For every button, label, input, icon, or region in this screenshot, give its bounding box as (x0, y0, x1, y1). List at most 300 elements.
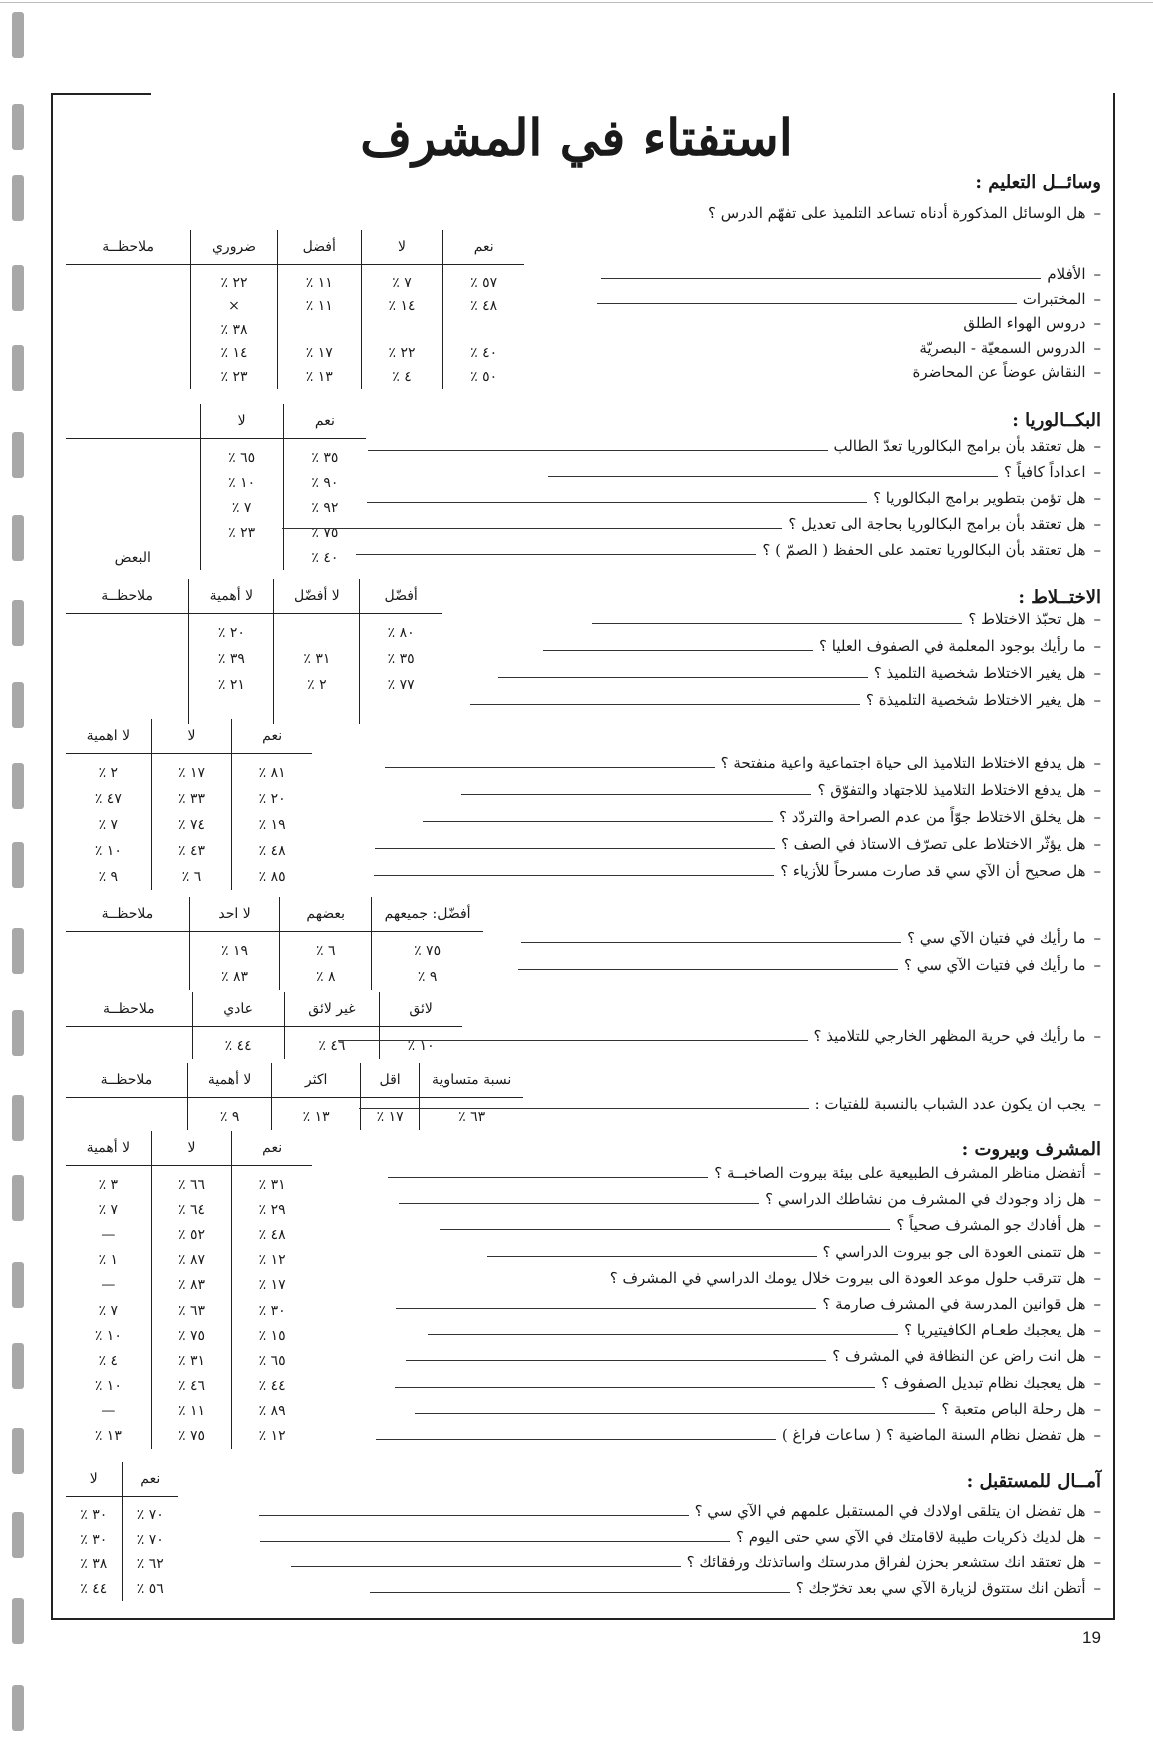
binding-ring (12, 600, 24, 646)
question-dash: – (1093, 929, 1101, 947)
question-dash: – (1093, 664, 1101, 682)
table-cell (66, 520, 200, 545)
table-bac (66, 404, 366, 570)
question-line (415, 1399, 1101, 1419)
table-cell: ٦٦ ٪ (151, 1172, 232, 1197)
table-cell: ٨٣ ٪ (189, 964, 279, 990)
column-header: لا أفضّل (274, 579, 360, 614)
table-mixing2 (66, 719, 312, 890)
table-cell: ٢٠ ٪ (232, 786, 312, 812)
binding-ring (12, 1685, 24, 1731)
question-dash: – (1093, 541, 1101, 559)
table-cell: ٥٠ ٪ (443, 365, 524, 389)
column-header: أفضّل (360, 579, 442, 614)
answer-line (260, 1529, 730, 1542)
table-beirut (66, 1131, 312, 1449)
table-row (66, 646, 442, 672)
table-row (66, 1348, 312, 1373)
table-cell: ٢٣ ٪ (200, 520, 283, 545)
table-row (66, 864, 312, 890)
answer-line (385, 755, 715, 768)
column-header: ملاحظــة (66, 992, 192, 1027)
table-cell (66, 964, 189, 990)
table-cell: ٧٥ ٪ (283, 520, 366, 545)
table-cell: ٧٤ ٪ (151, 812, 232, 838)
table-cell: ١٩ ٪ (189, 938, 279, 964)
table-row (66, 786, 312, 812)
question-text: هل تعتقد بأن البكالوريا تعتمد على الحفظ ( الصمّ ) ؟ (762, 541, 1086, 559)
table-cell: ١١ ٪ (277, 271, 361, 295)
question-line (374, 861, 1101, 881)
answer-line (415, 1401, 935, 1414)
column-header: لا احد (189, 897, 279, 932)
question-line (470, 690, 1101, 710)
question-dash: – (1093, 956, 1101, 974)
table-cell: ١١ ٪ (277, 295, 361, 319)
table-cell: ٣١ ٪ (151, 1348, 232, 1373)
table-cell: ٢١ ٪ (189, 672, 274, 698)
question-line (260, 1527, 1101, 1547)
table-mixing1 (66, 579, 442, 724)
table-cell: ٤٨ ٪ (232, 838, 312, 864)
question-text: هل تتمنى العودة الى جو بيروت الدراسي ؟ (822, 1242, 1086, 1261)
question-line (592, 609, 1101, 629)
table-cell: ٦٣ ٪ (151, 1298, 232, 1323)
table-cell: ٩٢ ٪ (283, 495, 366, 520)
table-cell: ١٠ ٪ (200, 470, 283, 495)
answer-line (388, 1165, 708, 1178)
table-cell: — (101, 1226, 116, 1243)
table-cell: ٤٠ ٪ (443, 342, 524, 366)
table-cell: ٩٠ ٪ (283, 470, 366, 495)
binding-ring (12, 432, 24, 478)
table-cell: ٨٩ ٪ (232, 1399, 312, 1424)
column-header: ضروري (191, 230, 277, 265)
question-line (356, 540, 1101, 560)
table-cell: ٣٥ ٪ (360, 646, 442, 672)
table-cell: ٢ ٪ (98, 765, 119, 781)
question-text: هل تعتقد انك ستشعر بحزن لفراق مدرستك واساتذتك ورفقائك ؟ (686, 1553, 1086, 1571)
answer-line (440, 1217, 890, 1230)
table-row (66, 620, 442, 646)
table-cell (66, 365, 191, 389)
column-header: نعم (232, 1131, 312, 1166)
table-row (66, 1222, 312, 1247)
table-row (66, 1374, 312, 1399)
table-cell: ٦٣ ٪ (420, 1104, 523, 1130)
table-cell: ٧ ٪ (361, 271, 443, 295)
table-cell: ٧٥ ٪ (151, 1323, 232, 1348)
question-dash: – (1093, 489, 1101, 507)
binding-ring (12, 1428, 24, 1474)
question-line (548, 462, 1101, 482)
answer-line (356, 542, 756, 555)
table-cell: ٦٢ ٪ (122, 1552, 178, 1577)
question-dash: – (1093, 363, 1101, 381)
table-row (66, 295, 524, 319)
page-frame-top-stub (51, 93, 151, 95)
table-cell: ٢٢ ٪ (361, 342, 443, 366)
answer-line (368, 438, 828, 451)
table-cell: ٤٧ ٪ (94, 791, 122, 807)
question-dash: – (1093, 1242, 1101, 1261)
question-dash: – (1093, 1268, 1101, 1287)
question-line (913, 362, 1101, 382)
answer-line (370, 1580, 790, 1593)
table-cell: ١ ٪ (98, 1252, 119, 1269)
table-cell (66, 938, 189, 964)
answer-line (487, 1244, 817, 1257)
question-dash: – (1093, 289, 1101, 308)
binding-ring (12, 842, 24, 888)
table-cell: ٨ ٪ (280, 964, 372, 990)
binding-ring (12, 1343, 24, 1389)
question-text: يجب ان يكون عدد الشباب بالنسبة للفتيات : (814, 1095, 1086, 1113)
question-text: هل يخلق الاختلاط جوّاً من عدم الصراحة والتردّد ؟ (779, 808, 1086, 826)
question-line (385, 753, 1101, 773)
answer-line (359, 1096, 809, 1109)
question-dash: – (1093, 1426, 1101, 1444)
column-header: أفضّل: جميعهم (372, 897, 483, 932)
table-cell (200, 545, 283, 570)
table-row (66, 1399, 312, 1424)
question-dash: – (1093, 781, 1101, 799)
table-cell: ٣٨ ٪ (191, 318, 277, 342)
question-text: هل تفضل نظام السنة الماضية ؟ ( ساعات فراغ ) (781, 1426, 1086, 1444)
table-cell: ٦٤ ٪ (151, 1197, 232, 1222)
table-cell: ٣ ٪ (98, 1176, 119, 1193)
table-cell: ٤ ٪ (98, 1352, 119, 1369)
binding-ring (12, 175, 24, 221)
table-cell: ٣٠ ٪ (80, 1507, 108, 1524)
question-text: ما رأيك في حرية المظهر الخارجي للتلاميذ ؟ (813, 1027, 1086, 1045)
table-cell (274, 620, 360, 646)
table-cell (277, 318, 361, 342)
question-text: هل تعتقد بأن برامج البكالوريا تعدّ الطالب (833, 437, 1086, 455)
question-text: هل الوسائل المذكورة أدناه تساعد التلميذ على تفهّم الدرس ؟ (707, 204, 1086, 222)
question-line (338, 1026, 1101, 1046)
table-cell: — (101, 1277, 116, 1294)
question-text: هل يغير الاختلاط شخصية التلميذة ؟ (865, 691, 1086, 709)
column-header: لا (361, 230, 443, 265)
table-cell (361, 318, 443, 342)
table-row (66, 1197, 312, 1222)
table-cell: ٣١ ٪ (274, 646, 360, 672)
question-line (919, 338, 1101, 358)
page-number: 19 (1082, 1628, 1101, 1647)
question-text: الدروس السمعيّة - البصريّة (919, 338, 1086, 357)
table-cell: ٦٥ ٪ (200, 445, 283, 470)
table-row (66, 365, 524, 389)
column-header: نسبة متساوية (420, 1063, 523, 1098)
column-header: لا (200, 404, 283, 439)
question-text: هل تترقب حلول موعد العودة الى بيروت خلال يومك الدراسي في المشرف ؟ (609, 1268, 1086, 1287)
question-text: هل لديك ذكريات طيبة لاقامتك في الآي سي حتى اليوم ؟ (736, 1527, 1086, 1546)
table-cell: ١٩ ٪ (232, 812, 312, 838)
table-cell: ٤ ٪ (361, 365, 443, 389)
question-text: هل تحبّذ الاختلاط ؟ (968, 610, 1086, 628)
table-cell: ٦٥ ٪ (232, 1348, 312, 1373)
top-rule (0, 2, 1153, 3)
answer-line (423, 809, 773, 822)
question-text: النقاش عوضاً عن المحاضرة (912, 363, 1086, 381)
question-text: الأفلام (1047, 265, 1086, 283)
column-header: لا (151, 719, 232, 754)
question-text: هل تعتقد بأن برامج البكالوريا بحاجة الى تعديل ؟ (788, 515, 1086, 533)
table-row (66, 760, 312, 786)
table-cell: ١٠ ٪ (94, 1327, 122, 1344)
question-dash: – (1093, 1578, 1101, 1597)
question-text: هل يغير الاختلاط شخصية التلميذ ؟ (873, 664, 1086, 682)
answer-line (259, 1503, 689, 1516)
table-cell: ٧٠ ٪ (122, 1503, 178, 1528)
question-dash: – (1093, 808, 1101, 826)
question-dash: – (1093, 637, 1101, 655)
question-text: هل يعجبك طعـام الكافيتيريا ؟ (904, 1321, 1086, 1340)
question-dash: – (1093, 463, 1101, 481)
table-cell: ٨٣ ٪ (151, 1273, 232, 1298)
table-cell: البعض (114, 549, 151, 566)
table-cell: ٥٢ ٪ (151, 1222, 232, 1247)
answer-line (461, 782, 811, 795)
question-dash: – (1093, 1347, 1101, 1366)
question-line (543, 636, 1101, 656)
question-dash: – (1093, 862, 1101, 880)
table-cell: ٤٤ ٪ (80, 1580, 108, 1597)
answer-line (518, 957, 898, 970)
column-header: لا أهمية (66, 1131, 151, 1166)
table-cell: ٩ ٪ (372, 964, 483, 990)
table-cell: ١٢ ٪ (232, 1424, 312, 1449)
table-cell: ٢ ٪ (274, 672, 360, 698)
question-text: المختبرات (1022, 289, 1086, 308)
question-line (963, 313, 1101, 333)
question-text: اعداداً كافياً ؟ (1004, 463, 1086, 481)
table-row (66, 1503, 178, 1528)
table-cell (66, 342, 191, 366)
table-cell: ١٣ ٪ (94, 1428, 122, 1445)
table-row (66, 1552, 178, 1577)
binding-ring (12, 12, 24, 58)
question-dash: – (1093, 1027, 1101, 1045)
question-line (376, 1425, 1101, 1445)
column-header: اقل (360, 1063, 419, 1098)
column-header: ملاحظــة (66, 897, 189, 932)
column-header: لا أهمية (189, 579, 274, 614)
section-question (708, 203, 1101, 223)
question-line (396, 1294, 1101, 1314)
table-cell (66, 1104, 187, 1130)
answer-line (498, 665, 868, 678)
section-heading-beirut: المشرف وبيروت : (961, 1139, 1101, 1160)
table-teaching (66, 230, 524, 389)
answer-line (601, 266, 1041, 279)
answer-line (543, 638, 813, 651)
table-cell (66, 318, 191, 342)
table-row (66, 812, 312, 838)
answer-line (406, 1348, 826, 1361)
table-cell: ١٢ ٪ (232, 1248, 312, 1273)
binding-ring (12, 1512, 24, 1558)
question-dash: – (1093, 338, 1101, 357)
table-cell (66, 495, 200, 520)
table-cell: ١٤ ٪ (361, 295, 443, 319)
answer-line (282, 516, 782, 529)
table-row (66, 1577, 178, 1602)
binding-ring (12, 1598, 24, 1644)
table-row (66, 1424, 312, 1449)
question-line (498, 663, 1101, 683)
table-cell: ٤٠ ٪ (283, 545, 366, 570)
question-text: ما رأيك في فتيان الآي سي ؟ (907, 929, 1086, 947)
question-dash: – (1093, 1216, 1101, 1235)
question-text: هل انت راض عن النظافة في المشرف ؟ (832, 1347, 1086, 1366)
column-header: لا (151, 1131, 232, 1166)
question-line (395, 1373, 1101, 1393)
question-line (259, 1501, 1101, 1521)
question-text: هل تفضل ان يتلقى اولادك في المستقبل علمهم في الآي سي ؟ (694, 1502, 1086, 1520)
question-dash: – (1093, 515, 1101, 533)
table-cell: ٤٨ ٪ (443, 295, 524, 319)
table-row (66, 318, 524, 342)
binding-ring (12, 682, 24, 728)
question-line (440, 1215, 1101, 1235)
table-cell: ١٧ ٪ (151, 760, 232, 786)
table-row (66, 838, 312, 864)
question-line (359, 1094, 1101, 1114)
column-header: ملاحظــة (66, 230, 191, 265)
table-cell: ٤٤ ٪ (232, 1374, 312, 1399)
table-cell: ١٧ ٪ (232, 1273, 312, 1298)
column-header: نعم (232, 719, 312, 754)
question-dash: – (1093, 437, 1101, 455)
binding-ring (12, 1010, 24, 1056)
table-cell: ١٠ ٪ (380, 1033, 462, 1059)
table-row (66, 1528, 178, 1553)
question-text: هل رحلة الباص متعبة ؟ (941, 1399, 1086, 1418)
answer-line (399, 1191, 759, 1204)
binding-ring (12, 1095, 24, 1141)
binding-ring (12, 928, 24, 974)
table-row (66, 1298, 312, 1323)
table-cell: ٤٦ ٪ (151, 1374, 232, 1399)
table-cell: ٧٥ ٪ (151, 1424, 232, 1449)
question-line (282, 514, 1101, 534)
question-line (375, 834, 1101, 854)
table-cell: ٥٧ ٪ (443, 271, 524, 295)
column-header: لا اهمية (66, 719, 151, 754)
table-row (66, 672, 442, 698)
question-text: دروس الهواء الطلق (963, 314, 1086, 332)
column-header: نعم (283, 404, 366, 439)
table-cell: ٧٥ ٪ (372, 938, 483, 964)
table-future (66, 1462, 178, 1601)
answer-line (376, 1427, 776, 1440)
table-cell: — (101, 1403, 116, 1420)
table-cell: ٤٦ ٪ (284, 1033, 380, 1059)
table-cell: ٢٩ ٪ (232, 1197, 312, 1222)
table-cell: × (191, 295, 277, 319)
column-header: ملاحظــة (66, 1063, 187, 1098)
answer-line (375, 836, 775, 849)
column-header: اكثر (272, 1063, 361, 1098)
question-line (487, 1242, 1101, 1262)
table-cell: ٣٥ ٪ (283, 445, 366, 470)
table-cell: ١٠ ٪ (94, 843, 122, 859)
column-header: لا (66, 1462, 122, 1497)
table-cell (66, 1033, 192, 1059)
binding-ring (12, 1175, 24, 1221)
table-cell: ٩ ٪ (98, 869, 119, 885)
question-dash: – (1093, 1095, 1101, 1113)
table-cell (66, 646, 189, 672)
table-cell: ٧ ٪ (200, 495, 283, 520)
question-line (367, 488, 1101, 508)
binding-ring (12, 763, 24, 809)
table-cell: ٣٠ ٪ (232, 1298, 312, 1323)
table-cell: ٤٨ ٪ (232, 1222, 312, 1247)
question-dash: – (1093, 610, 1101, 628)
table-cell: ١٠ ٪ (94, 1378, 122, 1395)
question-text: أتظن انك ستتوق لزيارة الآي سي بعد تخرّجك ؟ (795, 1578, 1086, 1597)
question-dash: – (1093, 835, 1101, 853)
table-cell (66, 295, 191, 319)
question-text: أتفضل مناظر المشرف الطبيعية على بيئة بيروت الصاخبــة ؟ (714, 1164, 1086, 1182)
question-dash: – (1093, 1527, 1101, 1546)
answer-line (291, 1554, 681, 1567)
table-row (66, 938, 483, 964)
question-text: هل يدفع الاختلاط التلاميذ للاجتهاد والتفوّق ؟ (817, 781, 1086, 799)
column-header: بعضهم (280, 897, 372, 932)
binding-ring (12, 345, 24, 391)
question-dash: – (1093, 1164, 1101, 1182)
table-cell (66, 620, 189, 646)
question-dash: – (1093, 1321, 1101, 1340)
question-text: هل زاد وجودك في المشرف من نشاطك الدراسي ؟ (765, 1190, 1086, 1209)
table-cell: ٦ ٪ (151, 864, 232, 890)
question-dash: – (1093, 691, 1101, 709)
table-cell: ١٤ ٪ (191, 342, 277, 366)
column-header: لا أهمية (187, 1063, 272, 1098)
answer-line (396, 1296, 816, 1309)
table-mixing3 (66, 897, 483, 990)
table-cell (66, 672, 189, 698)
table-row (66, 271, 524, 295)
question-dash: – (1093, 1373, 1101, 1392)
table-row (66, 1248, 312, 1273)
question-dash: – (1093, 1399, 1101, 1418)
binding-ring (12, 515, 24, 561)
table-cell (443, 318, 524, 342)
table-cell: ٣٨ ٪ (80, 1556, 108, 1573)
question-text: هل يعجبك نظام تبديل الصفوف ؟ (881, 1373, 1086, 1392)
question-dash: – (1093, 1190, 1101, 1209)
column-header: لائق (380, 992, 462, 1027)
question-text: هل أفادك جو المشرف صحياً ؟ (896, 1216, 1086, 1235)
question-text: ما رأيك في فتيات الآي سي ؟ (903, 956, 1086, 974)
table-cell: ٨١ ٪ (232, 760, 312, 786)
answer-line (374, 863, 774, 876)
question-text: هل تؤمن بتطوير برامج البكالوريا ؟ (873, 489, 1086, 507)
question-text: هل يؤثّر الاختلاط على تصرّف الاستاذ في الصف ؟ (780, 835, 1086, 853)
binding-ring (12, 1262, 24, 1308)
table-row (66, 470, 366, 495)
question-line (388, 1163, 1101, 1183)
question-line (610, 1268, 1101, 1288)
table-cell: ٩ ٪ (187, 1104, 272, 1130)
table-cell: ٧٧ ٪ (360, 672, 442, 698)
answer-line (470, 692, 860, 705)
